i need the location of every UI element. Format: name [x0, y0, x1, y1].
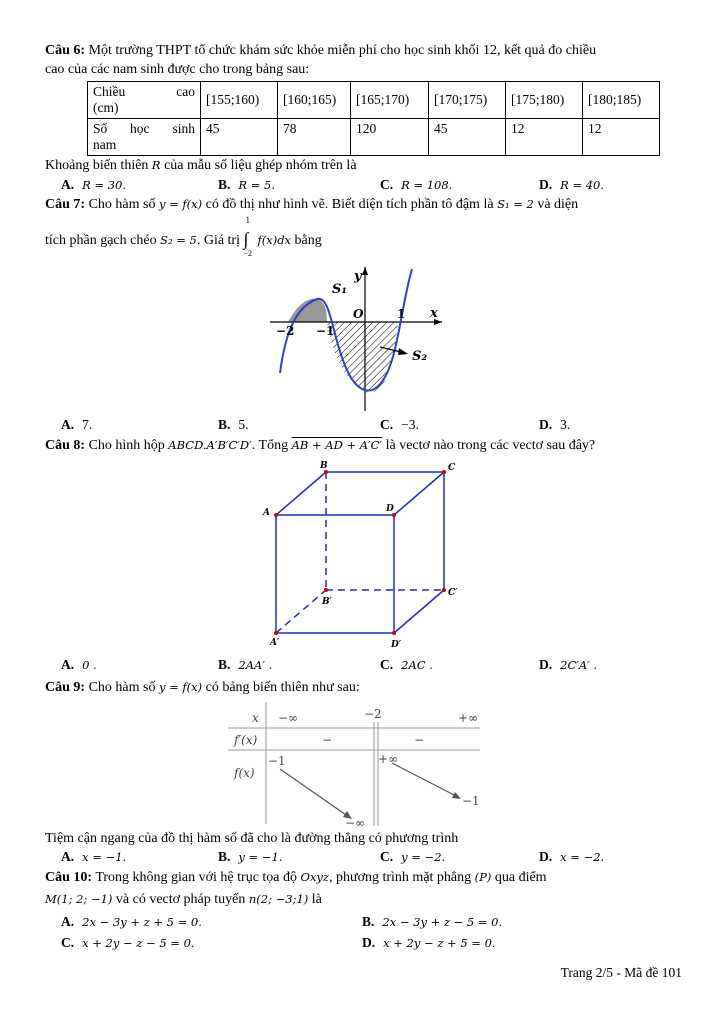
- q6-interval-cell: [160;165): [278, 82, 351, 119]
- q8-vertex-a1: A′: [270, 638, 280, 648]
- q6-interval-cell: [155;160): [201, 82, 278, 119]
- q10-text: và có vectơ pháp tuyến: [115, 892, 246, 907]
- q7-label-y: y: [354, 269, 362, 284]
- q6-data-table: [87, 81, 660, 156]
- q9-value-1: −1: [268, 754, 286, 768]
- q8-text: Cho hình hộp: [88, 438, 165, 453]
- q8-box-name: ABCD.A′B′C′D′: [168, 438, 252, 452]
- q7-label-x: x: [430, 306, 438, 321]
- q7-integrand: f(x)dx: [257, 233, 292, 247]
- q9-option-a[interactable]: A. x = −1.: [61, 849, 127, 864]
- q8-vertex-c1: C′: [448, 588, 458, 598]
- q9-line1: [45, 679, 360, 696]
- q8-line1: [45, 437, 595, 454]
- q7-function-graph: [262, 263, 438, 413]
- q6-count-cell: 78: [278, 119, 351, 156]
- q7-text: tích phần gạch chéo: [45, 233, 157, 248]
- q9-func: y = f(x): [158, 680, 203, 694]
- q7-text: bằng: [294, 233, 322, 248]
- q7-s2-eq: S₂ = 5: [160, 233, 197, 247]
- q7-option-d[interactable]: D. 3.: [539, 417, 571, 432]
- q10-line1: [45, 869, 547, 886]
- q6-head-word: (cm): [93, 100, 119, 115]
- q6-stem-var: R: [151, 158, 161, 172]
- q8-vertex-c: C: [448, 463, 456, 473]
- q10-text: , phương trình mặt phẳng: [329, 870, 472, 885]
- q7-line1: [45, 196, 578, 213]
- q8-box-figure: [258, 457, 468, 652]
- q6-table-head-count: [88, 119, 201, 156]
- q10-oxyz: Oxyz: [300, 870, 329, 884]
- q6-head-word: sinh: [172, 121, 195, 136]
- q7-tick-neg1: −1: [316, 324, 335, 338]
- q7-text: . Giá trị: [196, 233, 240, 248]
- q8-text: . Tổng: [251, 438, 289, 453]
- q9-text: Cho hàm số: [88, 680, 156, 695]
- q6-table-head-height: [88, 82, 201, 119]
- q10-option-c[interactable]: C. x + 2y − z − 5 = 0.: [61, 935, 195, 950]
- q9-label-fprime: f′(x): [234, 733, 258, 747]
- q7-label-s2: S₂: [412, 349, 428, 364]
- q6-interval-cell: [180;185): [583, 82, 660, 119]
- q9-option-b[interactable]: B. y = −1.: [218, 849, 283, 864]
- q7-label-s1: S₁: [332, 282, 348, 297]
- q6-count-cell: 12: [506, 119, 583, 156]
- q8-option-d[interactable]: D. 2C′A′ .: [539, 657, 598, 672]
- q10-option-b[interactable]: B. 2x − 3y + z − 5 = 0.: [362, 914, 503, 929]
- q8-text: là vectơ nào trong các vectơ sau đây?: [385, 438, 596, 453]
- q10-line2: [45, 891, 322, 908]
- q6-interval-cell: [165;170): [351, 82, 429, 119]
- q6-head-word: cao: [176, 84, 195, 99]
- q7-option-b[interactable]: B. 5.: [218, 417, 249, 432]
- q8-vector-sum: AB + AD + A′C′: [291, 438, 383, 452]
- q6-count-cell: 45: [201, 119, 278, 156]
- q10-normal: n(2; −3;1): [248, 892, 309, 906]
- q6-count-cell: 45: [429, 119, 506, 156]
- q6-option-b[interactable]: B. R = 5.: [218, 177, 275, 192]
- q10-option-a[interactable]: A. 2x − 3y + z + 5 = 0.: [61, 914, 202, 929]
- q7-text: Cho hàm số: [88, 197, 156, 212]
- q6-line1: [45, 43, 596, 59]
- q6-count-cell: 120: [351, 119, 429, 156]
- q8-vertex-d: D: [386, 504, 394, 514]
- q6-text1: Một trường THPT tổ chức khám sức khỏe miễn phí cho học sinh khối 12, kết quả đo chiều: [88, 43, 597, 58]
- q9-value-3: +∞: [378, 752, 399, 766]
- q10-text: Trong không gian với hệ trục tọa độ: [95, 870, 298, 885]
- q9-label: Câu 9:: [45, 680, 86, 695]
- q10-option-d[interactable]: D. x + 2y − z + 5 = 0.: [362, 935, 496, 950]
- q9-stem: Tiệm cận ngang của đồ thị hàm số đã cho là đường thẳng có phương trình: [45, 831, 459, 846]
- q7-int-upper: 1: [245, 215, 250, 225]
- q6-stem-text: của mẫu số liệu ghép nhóm trên là: [164, 158, 357, 173]
- q7-text: và diện: [537, 197, 579, 212]
- q10-text: qua điểm: [494, 870, 547, 885]
- q6-stem: [45, 157, 357, 174]
- q6-label: Câu 6:: [45, 43, 86, 58]
- q9-option-c[interactable]: C. y = −2.: [380, 849, 446, 864]
- q6-option-d[interactable]: D. R = 40.: [539, 177, 605, 192]
- q6-stem-text: Khoảng biến thiên: [45, 158, 149, 173]
- q7-func: y = f(x): [158, 197, 203, 211]
- q9-sign-2: −: [414, 733, 425, 747]
- q7-tick-1: 1: [397, 307, 406, 321]
- q6-option-c[interactable]: C. R = 108.: [380, 177, 453, 192]
- q7-integral: 1 ∫ −2: [243, 230, 257, 249]
- q8-vertex-d1: D′: [391, 640, 402, 650]
- q7-option-a[interactable]: A. 7.: [61, 417, 93, 432]
- q10-label: Câu 10:: [45, 870, 93, 885]
- q9-value-4: −1: [462, 794, 480, 808]
- q6-head-word: nam: [93, 137, 117, 152]
- q9-value-2: −∞: [345, 816, 366, 830]
- q8-vertex-a: A: [263, 508, 270, 518]
- q7-hatched-region-s2: [327, 322, 398, 393]
- q7-option-c[interactable]: C. −3.: [380, 417, 419, 432]
- q9-pos-inf: +∞: [458, 711, 479, 725]
- q9-x-neg2: −2: [364, 707, 382, 721]
- q9-sign-1: −: [322, 733, 333, 747]
- q6-interval-cell: [175;180): [506, 82, 583, 119]
- q10-point: M(1; 2; −1): [45, 892, 113, 906]
- q7-label-origin: O: [353, 307, 364, 321]
- q8-label: Câu 8:: [45, 438, 86, 453]
- q7-s1-eq: S₁ = 2: [497, 197, 534, 211]
- q6-option-a[interactable]: A. R = 30.: [61, 177, 127, 192]
- q7-line2: [45, 215, 322, 258]
- q7-label: Câu 7:: [45, 197, 86, 212]
- q7-text: có đồ thị như hình vẽ. Biết diện tích phần tô đậm là: [205, 197, 494, 212]
- q8-option-b[interactable]: B. 2AA′ .: [218, 657, 273, 672]
- q7-int-lower: −2: [243, 249, 252, 258]
- q9-text: có bảng biến thiên như sau:: [205, 680, 360, 695]
- q9-label-x: x: [252, 711, 259, 725]
- q8-vertex-b: B: [320, 461, 328, 471]
- q10-text: là: [311, 892, 322, 907]
- q10-plane: (P): [474, 870, 492, 884]
- q7-tick-neg2: −2: [276, 324, 295, 338]
- q6-line2: cao của các nam sinh được cho trong bảng sau:: [45, 62, 310, 77]
- q6-head-word: học: [130, 121, 150, 136]
- q6-head-word: Chiều: [93, 84, 126, 99]
- q7-shaded-region-s1: [288, 299, 327, 322]
- q8-option-a[interactable]: A. 0 .: [61, 657, 97, 672]
- q6-interval-cell: [170;175): [429, 82, 506, 119]
- q6-head-word: Số: [93, 121, 108, 136]
- q9-neg-inf: −∞: [278, 711, 299, 725]
- page-footer: Trang 2/5 - Mã đề 101: [560, 965, 682, 980]
- q9-option-d[interactable]: D. x = −2.: [539, 849, 605, 864]
- q9-variation-table: [228, 700, 490, 828]
- q9-label-f: f(x): [234, 766, 255, 780]
- q8-vertex-b1: B′: [322, 597, 332, 607]
- q6-count-cell: 12: [583, 119, 660, 156]
- q8-option-c[interactable]: C. 2AC .: [380, 657, 433, 672]
